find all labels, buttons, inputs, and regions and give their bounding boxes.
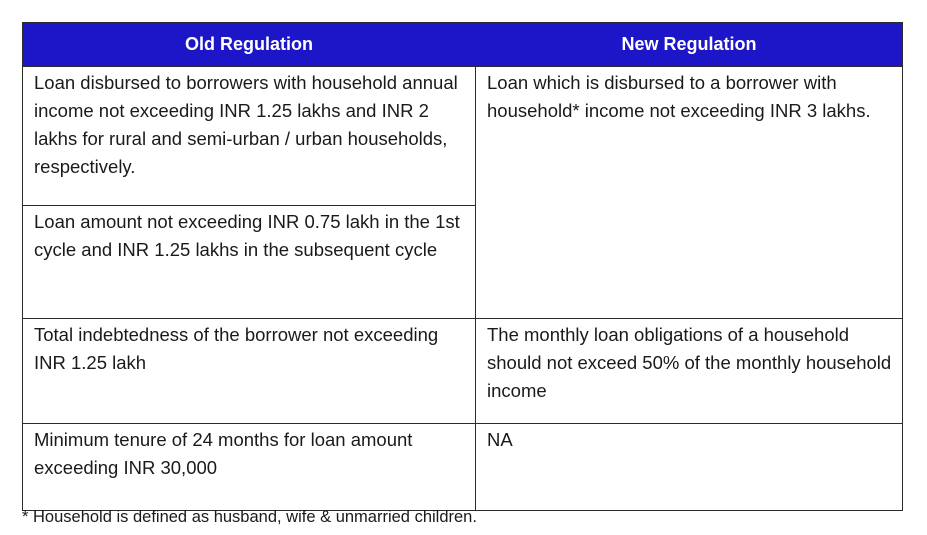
new-regulation-tenure-cell: NA [476, 424, 903, 511]
regulation-comparison-table [22, 22, 903, 511]
old-regulation-tenure-cell: Minimum tenure of 24 months for loan amount exceeding INR 30,000 [23, 424, 476, 511]
table-row [23, 319, 903, 424]
table-header-row [23, 23, 903, 67]
old-regulation-indebtedness-cell: Total indebtedness of the borrower not exceeding INR 1.25 lakh [23, 319, 476, 424]
table-row [23, 424, 903, 511]
household-footnote: * Household is defined as husband, wife & unmarried children. [22, 508, 477, 526]
new-regulation-income-cell: Loan which is disbursed to a borrower with household* income not exceeding INR 3 lakhs. [476, 67, 903, 319]
header-old-regulation: Old Regulation [23, 23, 476, 67]
header-new-regulation: New Regulation [476, 23, 903, 67]
old-regulation-loan-amount-cell: Loan amount not exceeding INR 0.75 lakh in the 1st cycle and INR 1.25 lakhs in the subsequent cycle [23, 206, 476, 319]
old-regulation-income-cell: Loan disbursed to borrowers with household annual income not exceeding INR 1.25 lakhs and INR 2 lakhs for rural and semi-urban / urban households, respectively. [23, 67, 476, 206]
table-row [23, 67, 903, 206]
new-regulation-obligations-cell: The monthly loan obligations of a household should not exceed 50% of the monthly household income [476, 319, 903, 424]
